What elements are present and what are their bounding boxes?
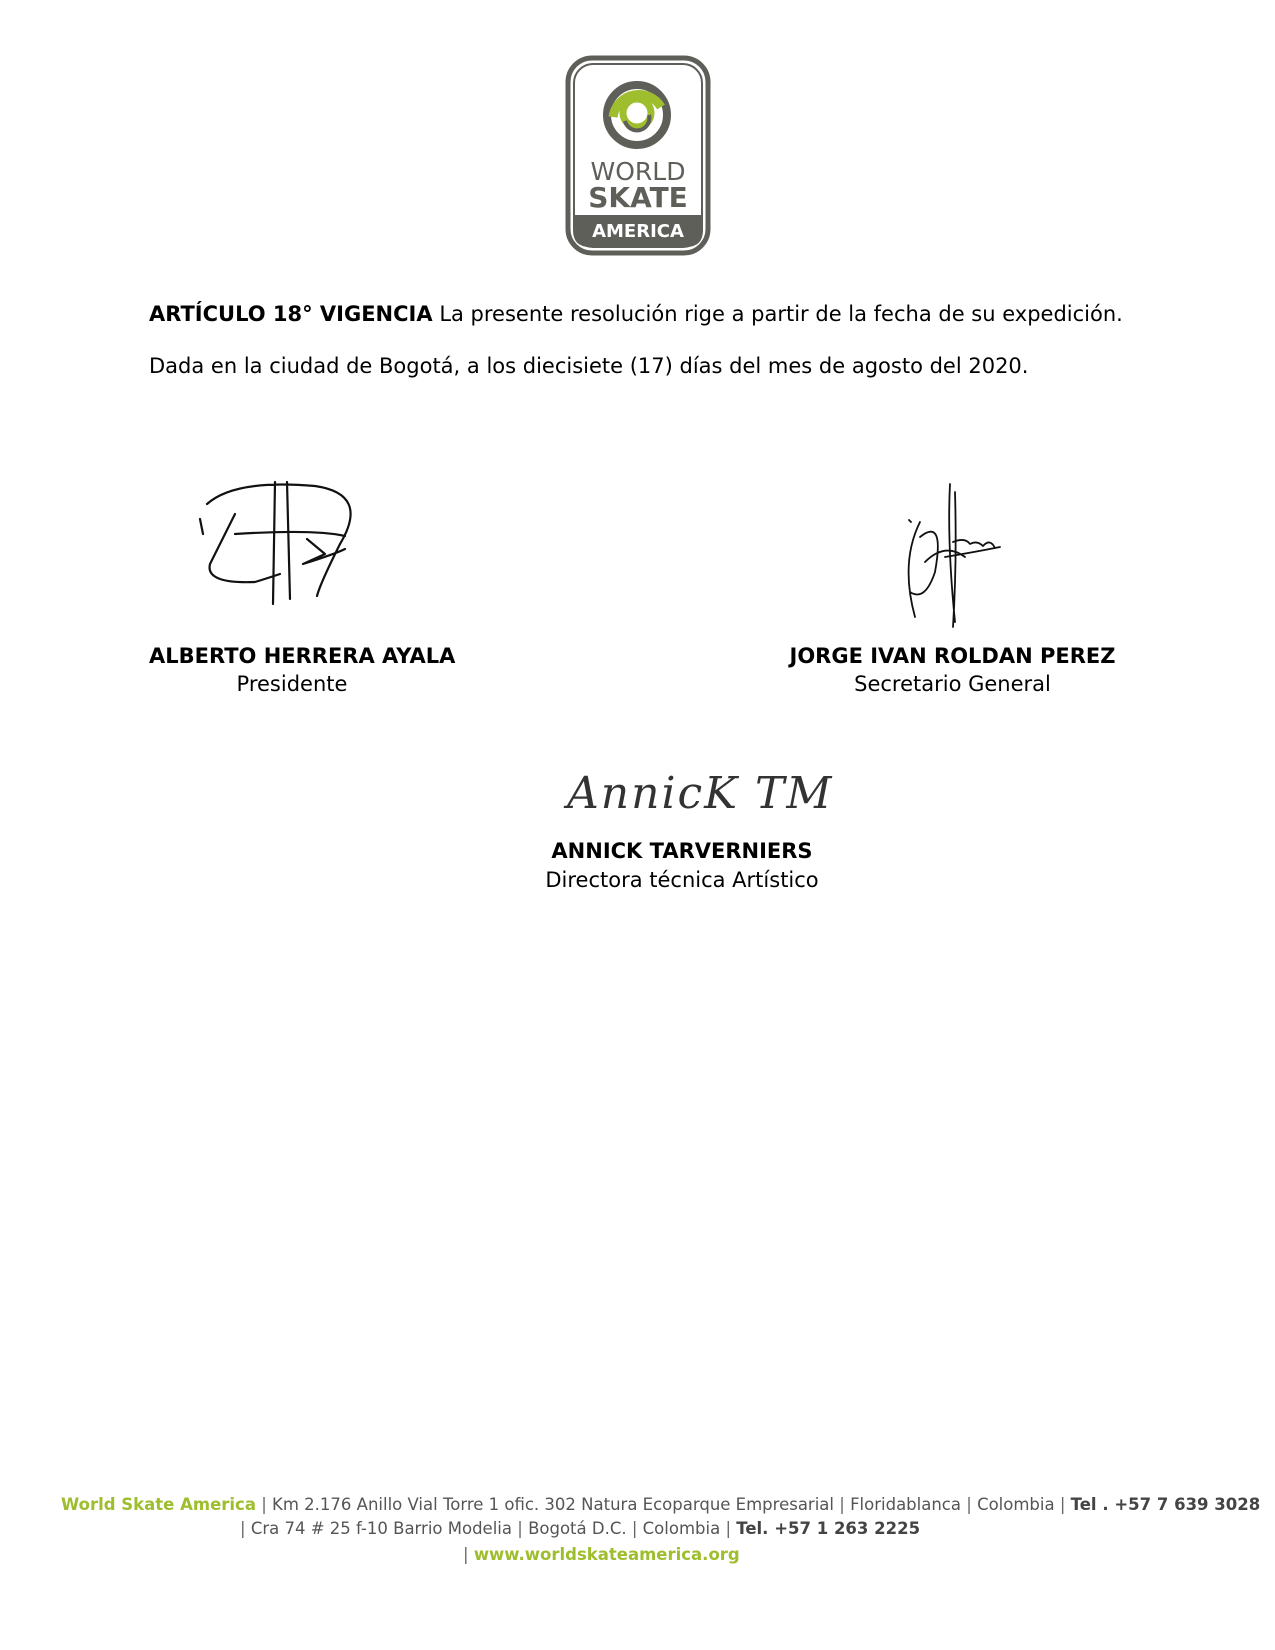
footer-city-2: Bogotá D.C. bbox=[528, 1519, 627, 1538]
logo-word-america: AMERICA bbox=[592, 221, 684, 242]
signatory-3-role: Directora técnica Artístico bbox=[545, 868, 819, 892]
footer-line-1: World Skate America | Km 2.176 Anillo Vial Torre 1 ofic. 302 Natura Ecoparque Empresarial | Floridablanca | Colombia | Tel . +57 7 639 3028 bbox=[61, 1495, 1261, 1514]
footer-line-2: | Cra 74 # 25 f-10 Barrio Modelia | Bogotá D.C. | Colombia | Tel. +57 1 263 2225 bbox=[240, 1519, 921, 1538]
signature-alberto bbox=[195, 474, 395, 624]
footer-tel-1: Tel . +57 7 639 3028 bbox=[1070, 1495, 1261, 1514]
signatory-2-role: Secretario General bbox=[854, 672, 1051, 696]
footer-line-3: | www.worldskateamerica.org bbox=[463, 1545, 740, 1564]
signatory-1-name: ALBERTO HERRERA AYALA bbox=[149, 644, 456, 668]
footer-address-1: Km 2.176 Anillo Vial Torre 1 ofic. 302 Natura Ecoparque Empresarial bbox=[272, 1495, 834, 1514]
footer-tel-2: Tel. +57 1 263 2225 bbox=[736, 1519, 921, 1538]
signature-jorge bbox=[895, 482, 1010, 642]
signatory-1-role: Presidente bbox=[236, 672, 348, 696]
footer-org: World Skate America bbox=[61, 1495, 256, 1514]
footer-country-1: Colombia bbox=[977, 1495, 1055, 1514]
footer-address-2: Cra 74 # 25 f-10 Barrio Modelia bbox=[250, 1519, 512, 1538]
article-paragraph bbox=[149, 301, 1123, 327]
logo-word-world: WORLD bbox=[590, 157, 686, 186]
signature-annick: AnnicK TM bbox=[567, 768, 834, 819]
signatory-2-name: JORGE IVAN ROLDAN PEREZ bbox=[789, 644, 1116, 668]
logo-word-skate: SKATE bbox=[588, 181, 688, 214]
signatory-3-name: ANNICK TARVERNIERS bbox=[551, 839, 813, 863]
article-heading: ARTÍCULO 18° VIGENCIA bbox=[149, 302, 433, 326]
footer-city-1: Floridablanca bbox=[850, 1495, 961, 1514]
world-skate-america-logo bbox=[565, 55, 711, 256]
dated-line: Dada en la ciudad de Bogotá, a los diecisiete (17) días del mes de agosto del 2020. bbox=[149, 354, 1029, 378]
footer-country-2: Colombia bbox=[642, 1519, 721, 1538]
footer-website-link[interactable]: www.worldskateamerica.org bbox=[473, 1545, 740, 1564]
article-text: La presente resolución rige a partir de la fecha de su expedición. bbox=[439, 302, 1123, 326]
